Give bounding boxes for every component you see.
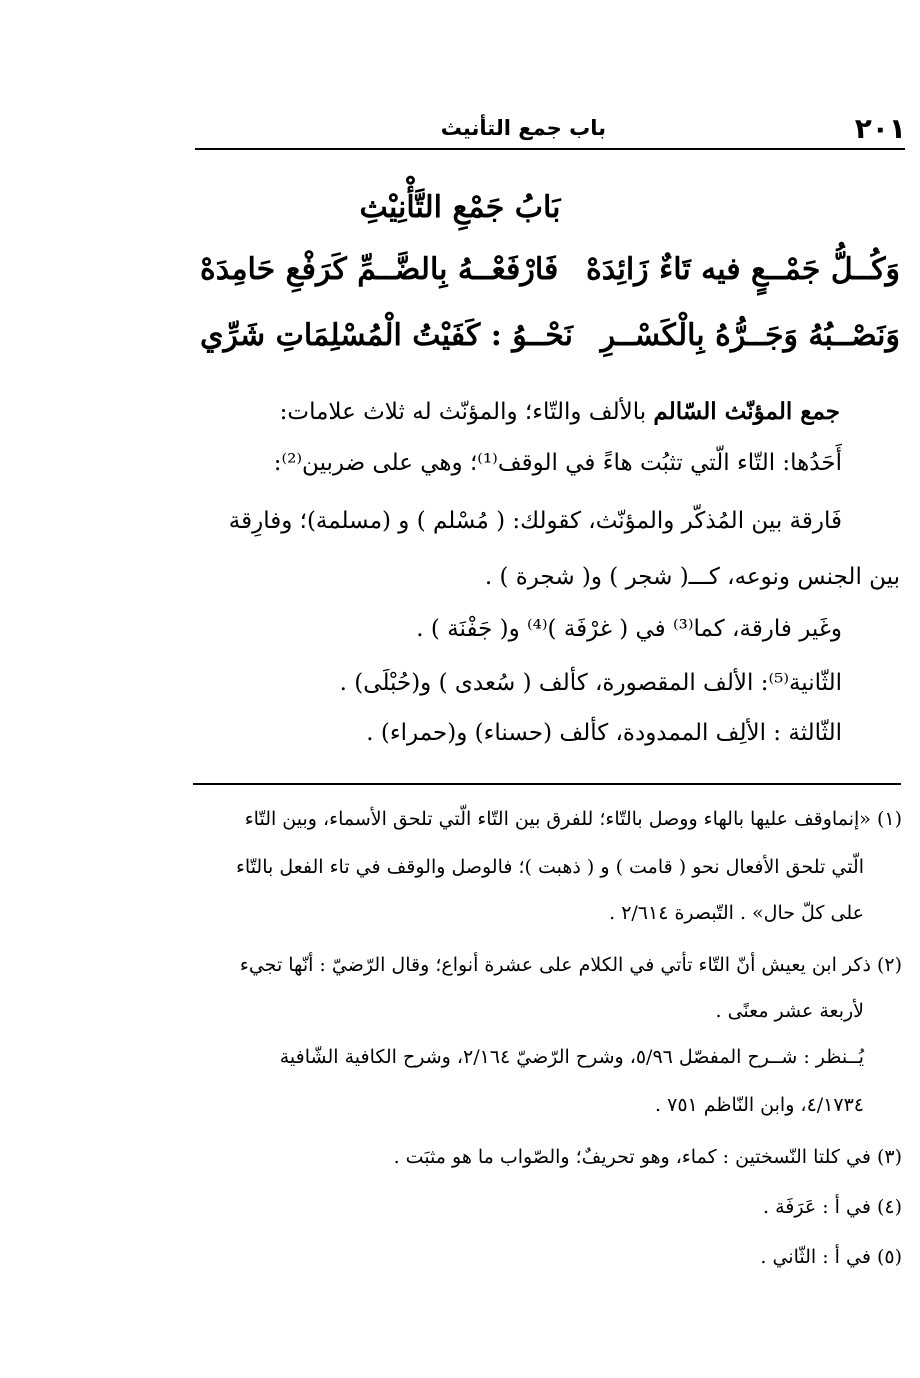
- body-line-5: وغَير فارقة، كما⁽³⁾ في ( غرْفَة )⁽⁴⁾ و( جَفْنَة ) .: [416, 616, 842, 642]
- intro-rest: بالألف والتّاء؛ والمؤنّث له ثلاث علامات:: [279, 399, 654, 425]
- page-header: [190, 112, 906, 152]
- page-number: ٢٠١: [854, 112, 906, 145]
- body-line-6: الثّانية⁽⁵⁾: الألف المقصورة، كألف ( سُعدى ) و(حُبْلَى) .: [339, 670, 842, 696]
- verse-line-2: [200, 318, 900, 374]
- footnote-rule: [193, 783, 901, 785]
- footnote-2-line-1: (٢) ذكر ابن يعيش أنّ التّاء تأتي في الكلام على عشرة أنواع؛ وقال الرّضيّ : أنّها تجيء: [239, 954, 902, 976]
- chapter-title: بَابُ جَمْعِ التَّأْنِيْثِ: [359, 190, 561, 225]
- body-line-4: بين الجنس ونوعه، كـــ( شجر ) و( شجرة ) .: [484, 564, 900, 590]
- verse-2-first-hemistich: وَنَصْــبُهُ وَجَــرُّهُ بِالْكَسْــرِ: [600, 318, 900, 353]
- footnote-1-line-3: على كلّ حال» . التّبصرة ٢/٦١٤ .: [609, 902, 864, 924]
- body-line-7: الثّالثة : الألِف الممدودة، كألف (حسناء) و(حمراء) .: [366, 720, 842, 746]
- verse-1-first-hemistich: وَكُــلُّ جَمْــعٍ فيه تَاءٌ زَائِدَهْ: [586, 252, 900, 287]
- footnote-2-line-2: لأربعة عشر معنًى .: [715, 1000, 864, 1022]
- footnote-1-line-1: (١) «إنماوقف عليها بالهاء ووصل بالتّاء؛ للفرق بين التّاء الّتي تلحق الأسماء، وبين التّاء: [244, 808, 902, 830]
- body-line-2: أَحَدُها: التّاء الّتي تثبُت هاءً في الوقف⁽¹⁾؛ وهي على ضربين⁽²⁾:: [273, 450, 842, 476]
- running-title: باب جمع التأنيث: [440, 116, 606, 140]
- footnote-3: (٣) في كلتا النّسختين : كماء، وهو تحريفٌ؛ والصّواب ما هو مثبَت .: [393, 1146, 902, 1168]
- footnote-4: (٤) في أ : عَرَفَة .: [763, 1196, 902, 1218]
- verse-2-second-hemistich: نَحْــوُ : كَفَيْتُ الْمُسْلِمَاتِ شَرِّي: [200, 318, 574, 353]
- body-line-1: [280, 398, 840, 425]
- footnote-2-line-4: ٤/١٧٣٤، وابن النّاظم ٧٥١ .: [655, 1094, 864, 1116]
- intro-bold-term: جمع المؤنّث السّالم: [653, 398, 840, 425]
- footnote-1-line-2: الّتي تلحق الأفعال نحو ( قامت ) و ( ذهبت )؛ فالوصل والوقف في تاء الفعل بالتّاء: [235, 856, 864, 878]
- footnote-2-line-3: يُــنظر : شــرح المفصّل ٥/٩٦، وشرح الرّضيّ ٢/١٦٤، وشرح الكافية الشّافية: [279, 1046, 864, 1068]
- verse-1-second-hemistich: فَارْفَعْــهُ بِالضَّــمِّ كَرَفْعِ حَامِدَهْ: [200, 252, 559, 287]
- verse-line-1: [200, 252, 900, 308]
- body-line-3: فَارقة بين المُذكّر والمؤنّث، كقولك: ( مُسْلم ) و (مسلمة)؛ وفارِقة: [228, 508, 842, 534]
- header-rule: [195, 148, 905, 150]
- footnote-5: (٥) في أ : الثّاني .: [760, 1246, 902, 1268]
